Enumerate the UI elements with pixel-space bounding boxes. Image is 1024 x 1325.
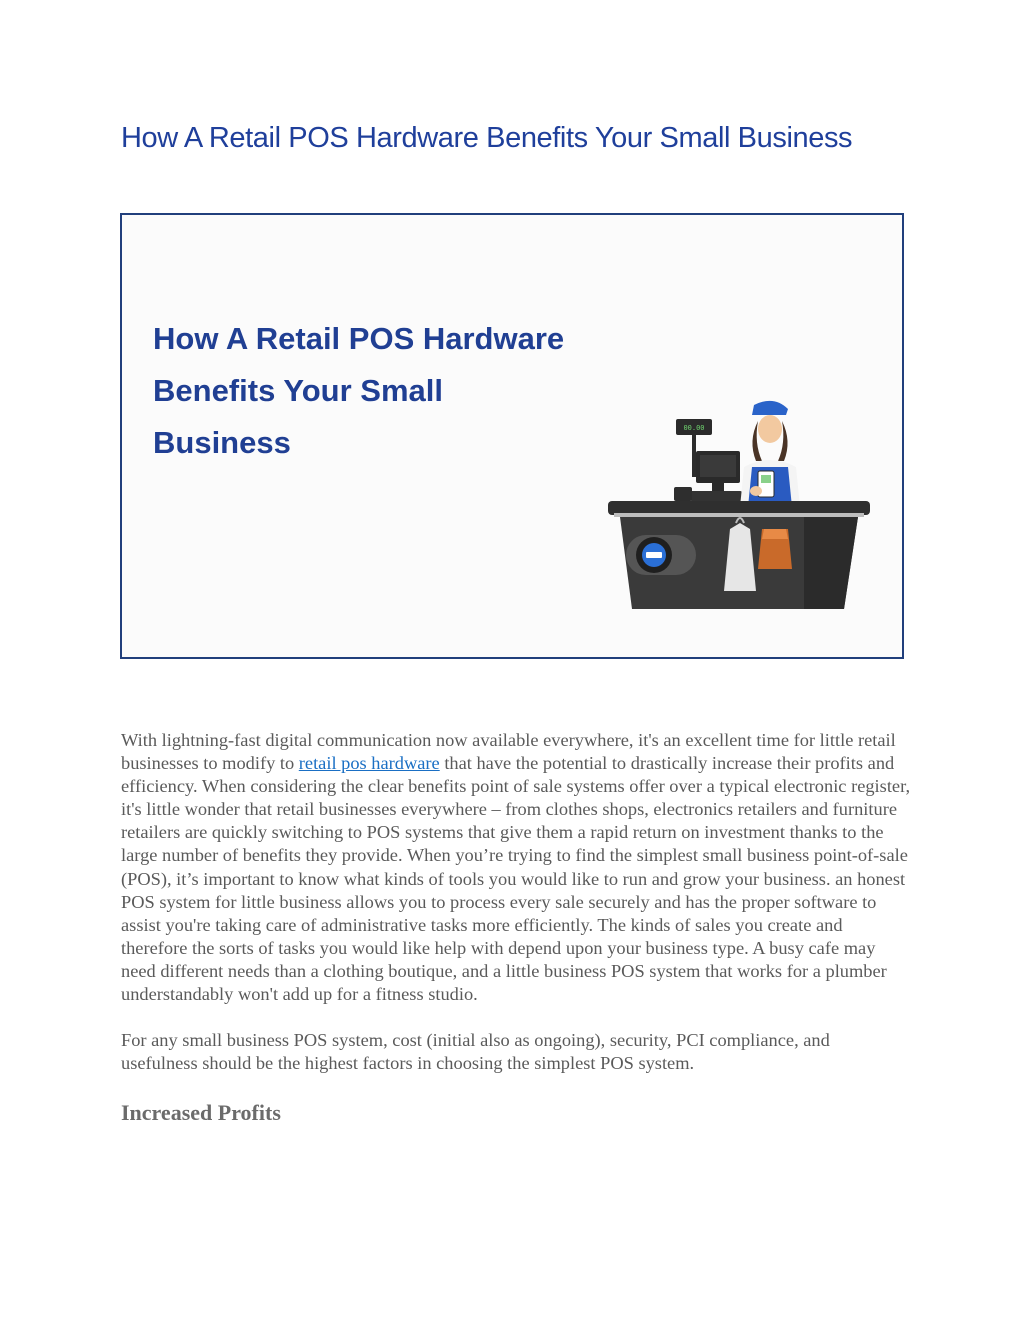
section-heading: Increased Profits — [121, 1100, 281, 1126]
banner-heading — [153, 313, 564, 469]
article-paragraph — [121, 729, 911, 1006]
paragraph-text: With lightning-fast digital communication now available everywhere, it's an excellent time for little retail businesses to modify to — [121, 730, 896, 774]
banner-heading-line: How A Retail POS Hardware — [153, 321, 565, 356]
retail-pos-hardware-link[interactable]: retail pos hardware — [298, 753, 440, 774]
cashier-at-pos-counter-icon — [604, 395, 874, 615]
paragraph-text: that have the potential to drastically increase their profits and efficiency. When considering the clear benefits point of sale systems offer over a typical electronic register, it's little wonder that retail businesses everywhere – from clothes shops, electronics retailers and furniture retailers are quickly switching to POS systems that give them a rapid return on investment thanks to the large number of benefits they provide. When you’re trying to find the simplest small business point-of-sale (POS), it’s important to know what kinds of tools you would like to run and grow your business. an honest POS system for little business allows you to process every sale securely and has the proper software to assist you're taking care of administrative tasks more efficiently. The kinds of sales you create and therefore the sorts of tasks you would like help with depend upon your business type. A busy cafe may need different needs than a clothing boutique, and a little business POS system that works for a plumber understandably won't add up for a fitness studio. — [121, 753, 911, 1005]
article-body — [121, 729, 911, 1124]
banner-heading-line: Benefits Your Small — [153, 373, 443, 408]
register-display-readout: 00.00 — [683, 424, 705, 432]
page-title: How A Retail POS Hardware Benefits Your Small Business — [121, 122, 853, 154]
banner-heading-line: Business — [153, 425, 291, 460]
article-paragraph: For any small business POS system, cost (initial also as ongoing), security, PCI compliance, and usefulness should be the highest factors in choosing the simplest POS system. — [121, 1030, 830, 1074]
article-banner-image — [120, 213, 904, 659]
